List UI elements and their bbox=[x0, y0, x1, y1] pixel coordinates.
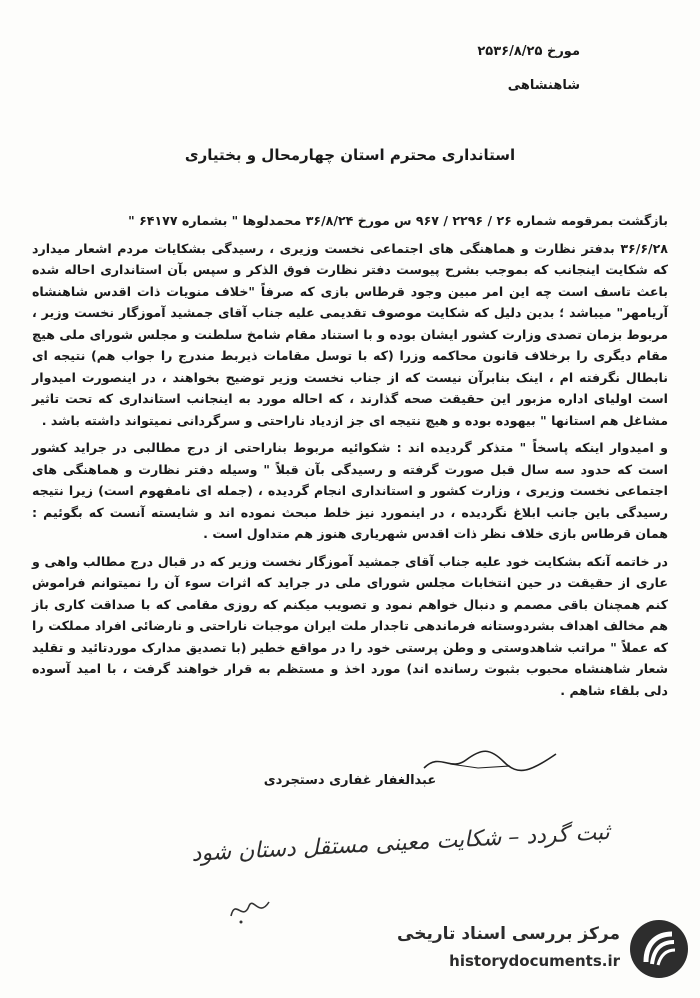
paragraph-complaint: ۳۶/۶/۲۸ بدفتر نظارت و هماهنگی های اجتماعی نخست وزیری ، رسیدگی بشکایات مردم اشعار میدارد که شکایت اینجانب که بموجب بشرح پیوست دفتر نظارت فوق الذکر و سپس بآن استانداری احاله شده باعث تاسف است چه این امر مبین وجود قرطاس بازی که صرفاً "خلاف منویات ذات اقدس شاهنشاه آریامهر" میباشد ؛ بدین دلیل که شکایت موصوف تقدیمی علیه جناب آقای جمشید آموزگار نخست وزیر ، مربوط بزمان تصدی وزارت کشور ایشان بوده و با استناد مقام شامخ سلطنت و مجلس شورای ملی هیچ مقام دیگری را برخلاف قانون محاکمه وزرا (که با توسل مقامات ذیربط مندرج را جواب هم) نتیجه ای نابطال نگرفته ام ، اینک بنابرآن نیست که از جناب نخست وزیر توضیح بخواهند ، در اینصورت امیدوار است اولیای اداره مزبور این حقیقت صحه گذارند ، که احاله مورد به اینجانب استانداری که تحت تاثیر مشاغل هم استانها " بیهوده بوده و هیچ نتیجه ای جز ازدیاد ناراحتی و سرگردانی نمیتواند داشته باشد . bbox=[32, 240, 668, 428]
handwritten-annotation: ثبت گردد – شکایت معینی مستقل دستان شود bbox=[191, 820, 611, 867]
document-date: مورخ ۲۵۳۶/۸/۲۵ bbox=[477, 44, 580, 59]
paragraph-closing: در خاتمه آنکه بشکایت خود علیه جناب آقای جمشید آموزگار نخست وزیر که در قبال درج مطالب واهی و عاری از حقیقت در حین انتخابات مجلس شورای ملی در جراید که اثرات سوء آن را نمیتوانم فراموش کنم همچنان باقی مصمم و دنبال خواهم نمود و تصویب میکنم که روزی مقامی که با صداقت کاری باز هم مخالف اهداف بشردوستانه فرماندهی تاجدار ملت ایران موجبات ناراحتی و نارضائی افراد مملکت را که عملاً " مراتب شاهدوستی و وطن پرستی خود را در مواقع خطیر (با تصدیق مدارک موردتائید و تقلید شعار شاهنشاه محبوب بثبوت رسانده اند) مورد اخذ و مستظم به قرار خواهند گرفت ، با امید آسوده دلی بلقاء شاهم . bbox=[32, 553, 668, 698]
watermark-url: historydocuments.ir bbox=[449, 952, 620, 970]
archive-logo-icon bbox=[628, 918, 690, 980]
handwritten-mark-icon bbox=[225, 888, 275, 928]
paragraph-reference: بازگشت بمرقومه شماره ۲۶ / ۲۲۹۶ / ۹۶۷ س مورخ ۳۶/۸/۲۴ محمدلوها " بشماره ۶۴۱۷۷ " bbox=[128, 213, 668, 228]
salutation: شاهنشاهی bbox=[507, 78, 580, 93]
paragraph-response: و امیدوار اینکه پاسخاً " متذکر گردیده اند : شکوائیه مربوط بناراحتی از درج مطالبی در جراید کشور است که حدود سه سال قبل صورت گرفته و رسیدگی بآن قبلاً " وسیله دفتر نظارت و هماهنگی های اجتماعی نخست وزیری ، وزارت کشور و استانداری انجام گردیده ، (جمله ای نامفهوم است) زیرا نتیجه رسیدگی باین جانب ابلاغ نگردیده ، در اینمورد نیز خلط مبحث نموده اند و شایسته آنست که بگوئیم : همان قرطاس بازی خلاف نظر ذات اقدس شهریاری هنوز هم متداول است . bbox=[32, 440, 668, 541]
signer-name: عبدالغفار غفاری دستجردی bbox=[263, 773, 437, 788]
archive-watermark bbox=[397, 916, 690, 986]
recipient-heading: استانداری محترم استان چهارمحال و بختیاری bbox=[184, 146, 516, 164]
watermark-title: مرکز بررسی اسناد تاریخی bbox=[397, 924, 620, 944]
letter-body bbox=[32, 210, 668, 707]
